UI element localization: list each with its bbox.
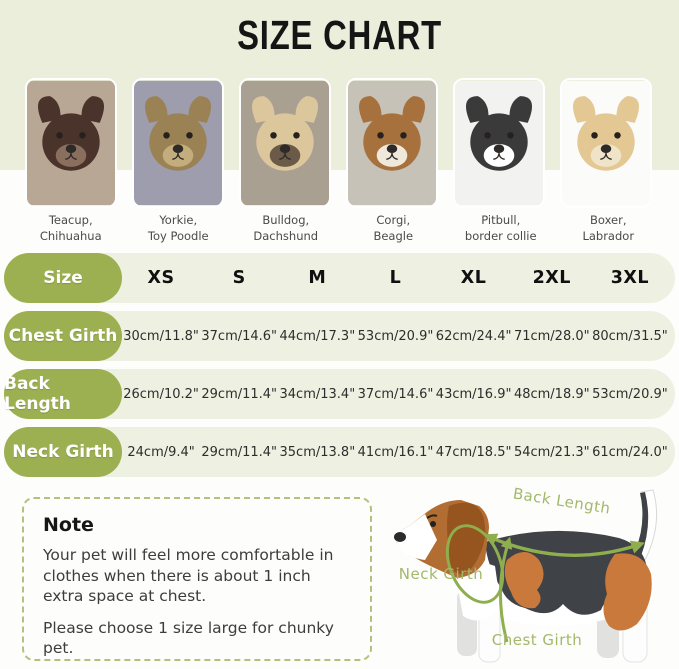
- row-header-chest-girth: Chest Girth: [4, 311, 122, 361]
- back-length-cells: [122, 369, 669, 419]
- size-cells: [122, 253, 669, 303]
- breed-photo-labrador: [560, 78, 652, 208]
- table-row-size: [4, 253, 675, 303]
- chest-girth-cells: [122, 311, 669, 361]
- dog-photo-placeholder-icon: [134, 80, 222, 206]
- size-value: XL: [460, 268, 487, 288]
- note-box: [22, 497, 372, 661]
- measurement-value: 37cm/14.6": [201, 328, 278, 344]
- note-paragraph: Please choose 1 size large for chunky pet.: [43, 618, 334, 658]
- measurement-value: 53cm/20.9": [592, 386, 668, 402]
- measurement-value: 48cm/18.9": [513, 386, 590, 402]
- measurement-value: 43cm/16.9": [435, 386, 512, 402]
- dog-photo-placeholder-icon: [455, 80, 543, 206]
- measurement-value: 24cm/9.4": [127, 444, 195, 460]
- dog-photo-placeholder-icon: [27, 80, 115, 206]
- breed-label: Pitbull, border collie: [464, 213, 537, 243]
- table-row-chest-girth: [4, 311, 675, 361]
- breed-label: Corgi, Beagle: [373, 213, 414, 243]
- dog-eye: [430, 521, 436, 527]
- row-header-neck-girth: Neck Girth: [4, 427, 122, 477]
- breed-label: Boxer, Labrador: [582, 213, 635, 243]
- table-row-neck-girth: [4, 427, 675, 477]
- measurement-value: 71cm/28.0": [513, 328, 590, 344]
- page-title: SIZE CHART: [237, 12, 442, 58]
- measurement-value: 62cm/24.4": [435, 328, 512, 344]
- measurement-value: 30cm/11.8": [123, 328, 199, 344]
- size-value: XS: [147, 268, 175, 288]
- size-value: L: [389, 268, 402, 288]
- breed-label: Yorkie, Toy Poodle: [147, 213, 209, 243]
- dog-photo-placeholder-icon: [348, 80, 436, 206]
- note-paragraph: Your pet will feel more comfortable in clothes when there is about 1 inch extra space at chest.: [43, 546, 334, 606]
- dog-measurement-illustration: [391, 478, 679, 669]
- size-value: 3XL: [610, 268, 650, 288]
- size-value: 2XL: [532, 268, 571, 288]
- measurement-value: 61cm/24.0": [592, 444, 668, 460]
- breed-photo-yorkie: [132, 78, 224, 208]
- measurement-value: 37cm/14.6": [357, 386, 434, 402]
- measurement-value: 41cm/16.1": [357, 444, 434, 460]
- row-header-back-length: Back Length: [4, 369, 122, 419]
- back-length-label: Back Length: [511, 484, 612, 518]
- neck-girth-cells: [122, 427, 669, 477]
- measurement-value: 53cm/20.9": [357, 328, 434, 344]
- dog-nose: [394, 532, 406, 542]
- size-value: S: [232, 268, 246, 288]
- measurement-diagram: [391, 478, 679, 669]
- breed-photo-bulldog: [239, 78, 331, 208]
- measurement-value: 54cm/21.3": [513, 444, 590, 460]
- measurement-value: 47cm/18.5": [435, 444, 512, 460]
- measurement-value: 35cm/13.8": [279, 444, 356, 460]
- measurement-value: 29cm/11.4": [201, 386, 278, 402]
- breed-labels-row: [17, 213, 662, 244]
- dog-photo-placeholder-icon: [241, 80, 329, 206]
- measurement-value: 44cm/17.3": [279, 328, 356, 344]
- measurement-value: 80cm/31.5": [592, 328, 668, 344]
- breed-photo-border-collie: [453, 78, 545, 208]
- table-row-back-length: [4, 369, 675, 419]
- row-header-size: Size: [4, 253, 122, 303]
- measurement-value: 34cm/13.4": [279, 386, 356, 402]
- breed-photo-beagle: [346, 78, 438, 208]
- size-value: M: [308, 268, 327, 288]
- chest-girth-label: Chest Girth: [491, 631, 583, 649]
- breed-photos-row: [25, 78, 652, 208]
- neck-girth-label: Neck Girth: [398, 565, 484, 583]
- measurement-value: 26cm/10.2": [123, 386, 199, 402]
- breed-label: Teacup, Chihuahua: [39, 213, 102, 243]
- breed-photo-chihuahua: [25, 78, 117, 208]
- dog-photo-placeholder-icon: [562, 80, 650, 206]
- note-title: Note: [43, 514, 94, 536]
- breed-label: Bulldog, Dachshund: [253, 213, 319, 243]
- measurement-value: 29cm/11.4": [201, 444, 278, 460]
